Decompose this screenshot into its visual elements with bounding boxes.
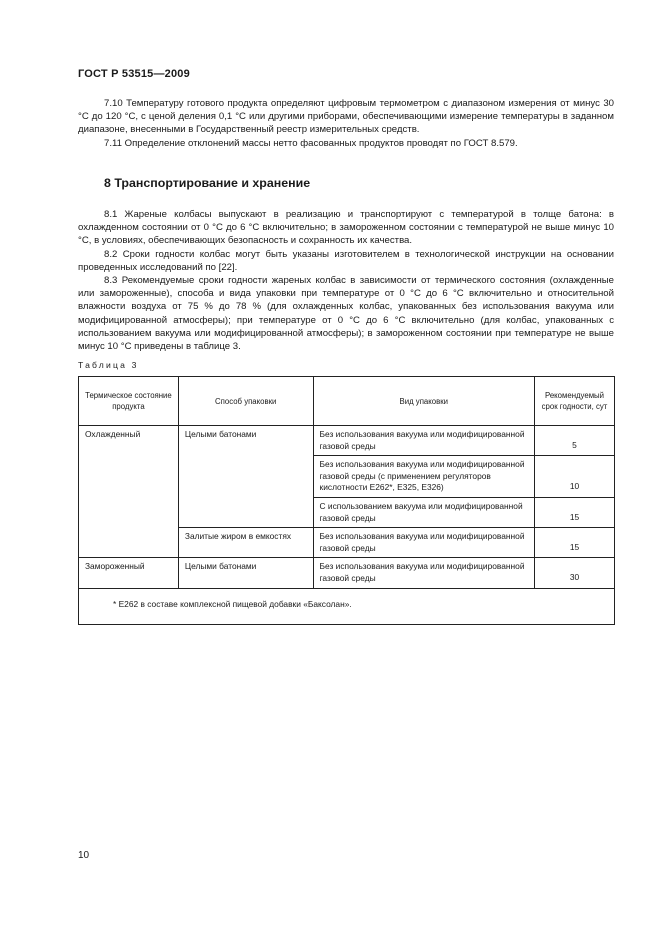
header-shelf-life: Рекомендуемый срок годности, сут — [535, 377, 615, 426]
table-footnote-row — [79, 588, 615, 625]
paragraph-7-10: 7.10 Температуру готового продукта определяют цифровым термометром с диапазоном измерения от минус 30 °С до 120 °С, с ценой деления 0,1 °С или другими приборами, обеспечивающими измерение температуры в заданном диапазоне, внесенными в Государственный реестр измерительных средств. — [78, 98, 614, 136]
header-thermal-state: Термическое состояние продукта — [79, 377, 179, 426]
document-code-header: ГОСТ Р 53515—2009 — [78, 68, 190, 80]
table-row — [79, 426, 615, 456]
cell-packing-type: Без использования вакуума или модифицированной газовой среды (с применением регуляторов кислотности Е262*, Е325, Е326) — [313, 456, 534, 498]
cell-shelf-life: 15 — [535, 528, 615, 558]
cell-packing-type: Без использования вакуума или модифицированной газовой среды — [313, 558, 534, 588]
cell-shelf-life: 15 — [535, 497, 615, 527]
paragraph-8-2: 8.2 Сроки годности колбас могут быть указаны изготовителем в технологической инструкции на основании проведенных исследований по [22]. — [78, 248, 614, 273]
cell-method: Целыми батонами — [178, 426, 313, 528]
table-header-row — [79, 377, 615, 426]
header-packing-method: Способ упаковки — [178, 377, 313, 426]
section-8-title: 8 Транспортирование и хранение — [104, 176, 311, 190]
clause-8-block — [78, 208, 614, 353]
cell-packing-type: Без использования вакуума или модифицированной газовой среды — [313, 426, 534, 456]
header-packing-type: Вид упаковки — [313, 377, 534, 426]
cell-packing-type: Без использования вакуума или модифицированной газовой среды — [313, 528, 534, 558]
clause-7-block — [78, 97, 614, 150]
table-caption: Таблица 3 — [78, 360, 139, 370]
cell-shelf-life: 5 — [535, 426, 615, 456]
cell-shelf-life: 30 — [535, 558, 615, 588]
page-number: 10 — [78, 850, 90, 861]
cell-state: Замороженный — [79, 558, 179, 588]
table-row — [79, 558, 615, 588]
cell-shelf-life: 10 — [535, 456, 615, 498]
table-footnote: * Е262 в составе комплексной пищевой добавки «Баксолан». — [79, 588, 615, 625]
paragraph-7-11: 7.11 Определение отклонений массы нетто фасованных продуктов проводят по ГОСТ 8.579. — [104, 137, 518, 149]
cell-method: Целыми батонами — [178, 558, 313, 588]
paragraph-8-1: 8.1 Жареные колбасы выпускают в реализацию и транспортируют с температурой в толще батона: в охлажденном состоянии от 0 °С до 6 °С включительно; в замороженном состоянии с температурой не выше минус 10 °С, в условиях, обеспечивающих безопасность и сохранность их качества. — [78, 209, 614, 247]
shelf-life-table — [78, 376, 615, 625]
cell-packing-type: С использованием вакуума или модифицированной газовой среды — [313, 497, 534, 527]
paragraph-8-3: 8.3 Рекомендуемые сроки годности жареных колбас в зависимости от термического состояния (охлажденные или замороженные), способа и вида упаковки при температуре от 0 °С до 6 °С включительно и относительной влажности воздуха от 75 % до 78 % (для охлажденных колбас, упакованных без использования вакуума или модифицированной атмосферы); при температуре от 0 °С до 6 °С включительно (для колбас, упакованных с использованием вакуума или модифицированной атмосферы); в замороженном состоянии при температуре не выше минус 10 °С приведены в таблице 3. — [78, 275, 614, 353]
cell-method: Залитые жиром в емкостях — [178, 528, 313, 558]
cell-state: Охлажденный — [79, 426, 179, 558]
